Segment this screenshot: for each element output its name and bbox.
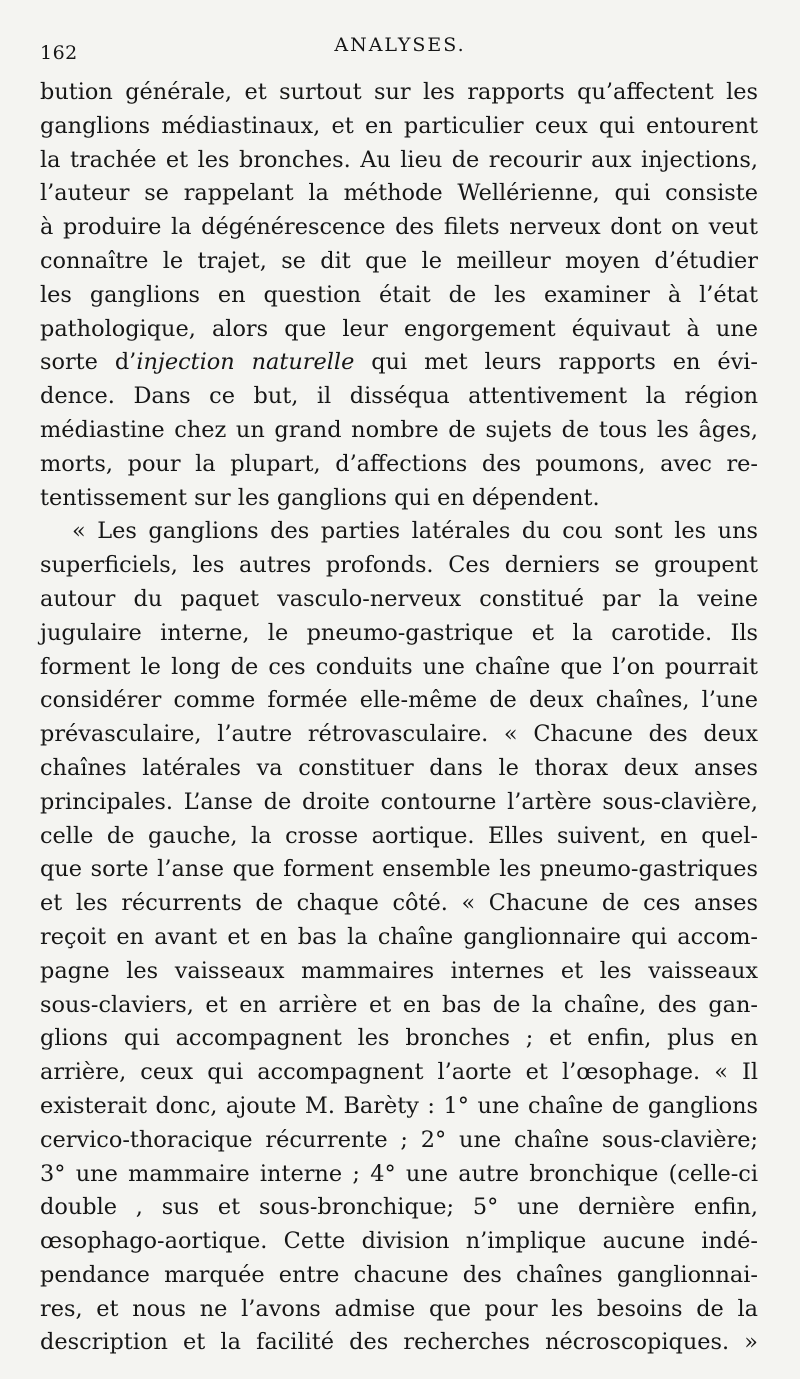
text-line: existerait donc, ajoute M. Barèty : 1° une chaîne de ganglions xyxy=(40,1092,758,1119)
text-line: que sorte l’anse que forment ensemble les pneumo-gastriques xyxy=(40,856,758,883)
running-title: ANALYSES. xyxy=(334,34,466,56)
text-line: tentissement sur les ganglions qui en dépendent. xyxy=(40,484,600,511)
text-line: cervico-thoracique récurrente ; 2° une chaîne sous-clavière; xyxy=(40,1126,758,1153)
text-line: l’auteur se rappelant la méthode Wellérienne, qui consiste xyxy=(40,180,758,207)
text-line: les ganglions en question était de les examiner à l’état xyxy=(40,281,758,308)
text-line: glions qui accompagnent les bronches ; et enfin, plus en xyxy=(40,1025,758,1052)
text-line: pendance marquée entre chacune des chaînes ganglionnai- xyxy=(40,1261,758,1288)
body-text xyxy=(40,76,758,1360)
text-line: autour du paquet vasculo-nerveux constitué par la veine xyxy=(40,585,758,612)
text-line: morts, pour la plupart, d’affections des poumons, avec re- xyxy=(40,450,758,477)
text-line: 3° une mammaire interne ; 4° une autre bronchique (celle-ci xyxy=(40,1160,758,1187)
text-line xyxy=(40,346,758,380)
text-line: forment le long de ces conduits une chaîne que l’on pourrait xyxy=(40,653,758,680)
text-line: description et la facilité des recherches nécroscopiques. » xyxy=(40,1329,758,1356)
text-line: « Les ganglions des parties latérales du cou sont les uns xyxy=(72,518,758,545)
text-line: pagne les vaisseaux mammaires internes et les vaisseaux xyxy=(40,957,758,984)
text-line: la trachée et les bronches. Au lieu de recourir aux injections, xyxy=(40,146,758,173)
page-number: 162 xyxy=(40,42,78,64)
text-line: œsophago-aortique. Cette division n’implique aucune indé- xyxy=(40,1228,758,1255)
text-line: dence. Dans ce but, il disséqua attentivement la région xyxy=(40,383,758,410)
text-line: considérer comme formée elle-même de deux chaînes, l’une xyxy=(40,687,758,714)
text-line: celle de gauche, la crosse aortique. Elles suivent, en quel- xyxy=(40,822,758,849)
text-line: reçoit en avant et en bas la chaîne ganglionnaire qui accom- xyxy=(40,923,758,950)
text-line: et les récurrents de chaque côté. « Chacune de ces anses xyxy=(40,890,758,917)
text-line: connaître le trajet, se dit que le meilleur moyen d’étudier xyxy=(40,247,758,274)
text-line: bution générale, et surtout sur les rapports qu’affectent les xyxy=(40,79,758,105)
italic-phrase: injection naturelle xyxy=(136,349,355,376)
text-line: sous-claviers, et en arrière et en bas de la chaîne, des gan- xyxy=(40,991,758,1018)
text-line: chaînes latérales va constituer dans le thorax deux anses xyxy=(40,754,758,781)
text-line: superficiels, les autres profonds. Ces derniers se groupent xyxy=(40,552,758,579)
text-segment: qui met leurs rapports en évi- xyxy=(354,349,758,376)
text-line: médiastine chez un grand nombre de sujets de tous les âges, xyxy=(40,416,758,443)
text-segment: sorte d’ xyxy=(40,349,137,376)
text-line: double , sus et sous-bronchique; 5° une dernière enfin, xyxy=(40,1194,758,1221)
text-line: à produire la dégénérescence des filets nerveux dont on veut xyxy=(40,214,758,241)
page-header xyxy=(40,34,760,64)
text-line: principales. L’anse de droite contourne l’artère sous-clavière, xyxy=(40,788,758,815)
text-line: jugulaire interne, le pneumo-gastrique et la carotide. Ils xyxy=(40,619,758,646)
text-line: prévasculaire, l’autre rétrovasculaire. « Chacune des deux xyxy=(40,721,758,748)
text-line: res, et nous ne l’avons admise que pour les besoins de la xyxy=(40,1295,758,1322)
text-line: arrière, ceux qui accompagnent l’aorte et l’œsophage. « Il xyxy=(40,1059,758,1086)
text-line: ganglions médiastinaux, et en particulier ceux qui entourent xyxy=(40,112,758,139)
text-line: pathologique, alors que leur engorgement équivaut à une xyxy=(40,315,758,342)
